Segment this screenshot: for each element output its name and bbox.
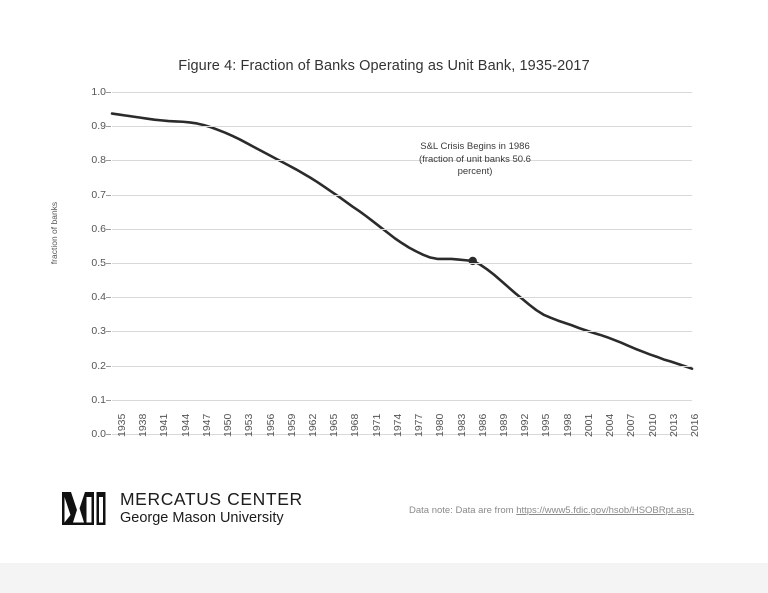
- y-tick-label: 0.4: [91, 291, 106, 304]
- x-tick-label: 1989: [498, 413, 510, 437]
- bottom-band: [0, 563, 768, 593]
- y-tick-label: 0.2: [91, 359, 106, 372]
- x-tick-label: 2010: [646, 413, 659, 437]
- y-tick-label: 0.0: [91, 428, 106, 440]
- mercatus-logo: [60, 489, 303, 527]
- y-tick-mark: [106, 195, 111, 196]
- y-tick-label: 0.9: [91, 120, 106, 133]
- y-tick-mark: [106, 331, 111, 332]
- x-tick-label: 1986: [476, 413, 489, 437]
- x-tick-label: 1962: [307, 413, 319, 437]
- gridline: [112, 263, 692, 264]
- y-tick-label: 0.8: [91, 154, 106, 167]
- gridline: [112, 400, 692, 401]
- gridline: [112, 297, 692, 298]
- x-tick-label: 1995: [540, 413, 553, 437]
- x-tick-label: 1983: [455, 413, 468, 437]
- y-tick-label: 0.1: [91, 393, 106, 406]
- x-tick-label: 1965: [328, 413, 341, 437]
- y-tick-mark: [106, 366, 111, 367]
- x-tick-label: 1941: [158, 413, 171, 437]
- y-tick-label: 1.0: [91, 86, 106, 98]
- x-tick-label: 1977: [413, 413, 426, 437]
- x-tick-label: 1935: [116, 413, 128, 437]
- x-tick-label: 1992: [519, 413, 532, 437]
- x-tick-label: 2004: [604, 413, 616, 437]
- x-tick-label: 1998: [561, 413, 574, 437]
- x-tick-label: 2001: [582, 413, 595, 437]
- x-tick-label: 1974: [391, 413, 404, 437]
- annotation-line-3: percent): [457, 166, 493, 177]
- data-note-link[interactable]: https://www5.fdic.gov/hsob/HSOBRpt.asp.: [516, 505, 695, 516]
- gridline: [112, 126, 692, 127]
- x-tick-label: 2007: [625, 413, 638, 437]
- y-tick-mark: [106, 434, 111, 435]
- y-axis-title: fraction of banks: [49, 201, 59, 265]
- x-tick-label: 1968: [349, 413, 362, 437]
- x-tick-label: 1971: [370, 413, 383, 437]
- x-tick-label: 1950: [222, 413, 235, 437]
- x-tick-label: 1938: [137, 413, 150, 437]
- y-tick-mark: [106, 160, 111, 161]
- y-tick-label: 0.5: [91, 257, 106, 269]
- chart-title: Figure 4: Fraction of Banks Operating as Unit Bank, 1935-2017: [178, 58, 590, 74]
- gridline: [112, 366, 692, 367]
- x-tick-label: 1959: [285, 413, 298, 437]
- annotation-line-2: (fraction of unit banks 50.6: [419, 153, 531, 165]
- y-tick-mark: [106, 263, 111, 264]
- y-tick-mark: [106, 229, 111, 230]
- y-tick-mark: [106, 297, 111, 298]
- data-note: [409, 505, 694, 516]
- annotation-line-1: S&L Crisis Begins in 1986: [420, 141, 530, 152]
- x-tick-label: 1980: [434, 413, 447, 437]
- y-axis-tick-labels: [66, 86, 106, 440]
- x-tick-label: 1956: [264, 413, 277, 437]
- y-tick-label: 0.7: [91, 188, 106, 201]
- y-tick-label: 0.6: [91, 222, 106, 235]
- x-tick-label: 1953: [243, 413, 256, 437]
- x-tick-label: 1944: [179, 413, 192, 437]
- logo-title: MERCATUS CENTER: [120, 489, 303, 510]
- mercatus-m-logo-icon: [60, 489, 110, 527]
- x-tick-label: 1947: [200, 413, 213, 437]
- annotation-sl-crisis: [380, 141, 570, 179]
- y-tick-label: 0.3: [91, 325, 106, 338]
- x-tick-label: 2016: [688, 413, 701, 437]
- y-tick-mark: [106, 92, 111, 93]
- gridline: [112, 331, 692, 332]
- y-tick-mark: [106, 400, 111, 401]
- logo-subtitle: George Mason University: [120, 509, 284, 526]
- gridline: [112, 92, 692, 93]
- gridline: [112, 195, 692, 196]
- logo-text: [120, 490, 303, 526]
- y-tick-mark: [106, 126, 111, 127]
- data-note-prefix: Data note: Data are from: [409, 505, 517, 516]
- x-tick-label: 2013: [667, 413, 680, 437]
- x-axis-tick-labels: [112, 413, 701, 477]
- gridline: [112, 229, 692, 230]
